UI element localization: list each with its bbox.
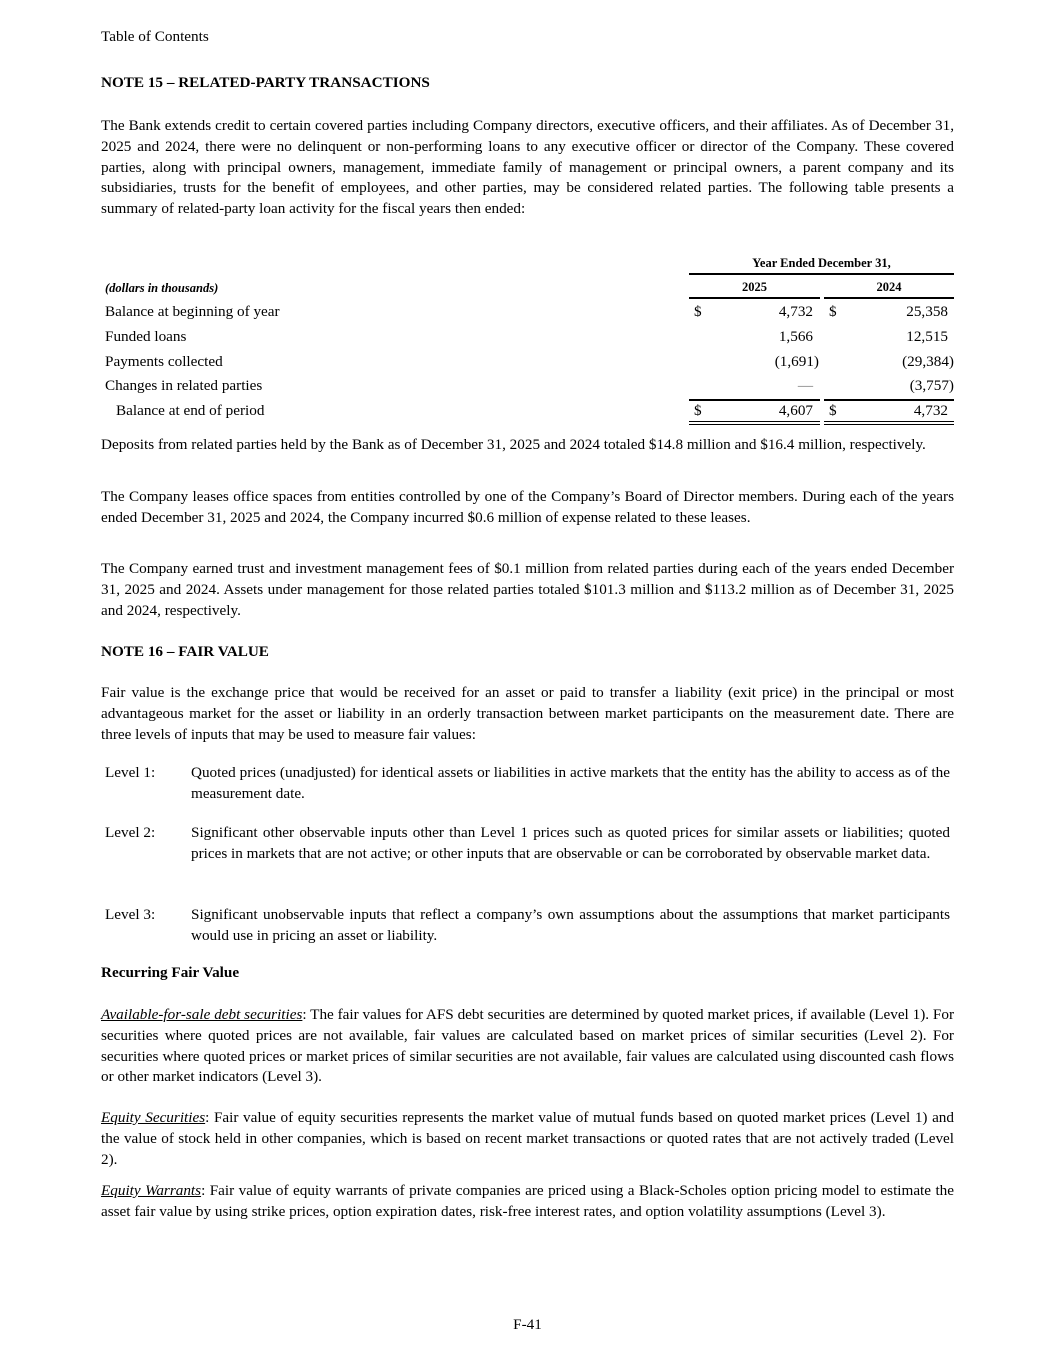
level-description: Quoted prices (unadjusted) for identical assets or liabilities in active markets that the entity has the ability to access as of the measurement date. — [191, 764, 950, 802]
note-15-intro: The Bank extends credit to certain covered parties including Company directors, executive officers, and their affiliates. As of December 31, 2025 and 2024, there were no delinquent or non-performing loans to any executive officer or director of the Company. These covered parties, along with principal owners, management, immediate family of management or principal owners, a parent company and its subsidiaries, trusts for the benefit of employees, and other parties, may be considered related parties. The following table presents a summary of related-party loan activity for the fiscal years then ended: — [101, 117, 954, 218]
row-label: Balance at beginning of year — [105, 303, 280, 320]
total-double-rule — [689, 421, 820, 425]
row-label: Balance at end of period — [116, 402, 265, 419]
units-label: (dollars in thousands) — [105, 281, 219, 295]
level-label: Level 3: — [105, 906, 156, 923]
level-description: Significant other observable inputs other than Level 1 prices such as quoted prices for similar assets or liabilities; quoted prices in markets that are not active; or other inputs that are observable or can be corroborated by observable market data. — [191, 824, 950, 862]
afs-paragraph — [101, 1005, 954, 1088]
afs-text: : The fair values for AFS debt securities are determined by quoted market prices, if available (Level 1). For securities where quoted prices are not available, fair values are calculated based on market prices of similar securities (Level 2). For securities where quoted prices or market prices of similar securities are not available, fair values are calculated using discounted cash flows or other market indicators (Level 3). — [101, 1006, 954, 1086]
currency-symbol: $ — [694, 402, 702, 419]
table-row-total — [101, 399, 954, 423]
table-of-contents-link[interactable]: Table of Contents — [101, 28, 209, 45]
equity-securities-term: Equity Securities — [101, 1109, 206, 1126]
level-label: Level 2: — [105, 824, 156, 841]
currency-symbol: $ — [829, 303, 837, 320]
table-row — [101, 325, 954, 349]
note-16-title: NOTE 16 – FAIR VALUE — [101, 643, 269, 660]
value-2024: 12,515 — [906, 328, 948, 345]
trust-fees-paragraph: The Company earned trust and investment management fees of $0.1 million from related parties during each of the years ended December 31, 2025 and 2024. Assets under management for those related parties totaled $101.3 million and $113.2 million as of December 31, 2025 and 2024, respectively. — [101, 560, 954, 619]
value-2025: (1,691) — [774, 353, 819, 370]
row-label: Payments collected — [105, 353, 223, 370]
recurring-fair-value-heading: Recurring Fair Value — [101, 964, 240, 981]
equity-securities-text: : Fair value of equity securities represents the market value of mutual funds based on quoted market prices (Level 1) and the value of stock held in other companies, which is based on recent market transactions or quoted rates that are not actively traded (Level 2). — [101, 1109, 954, 1168]
currency-symbol: $ — [829, 402, 837, 419]
value-2025: — — [797, 377, 813, 394]
table-row — [101, 350, 954, 374]
column-header-2024: 2024 — [824, 278, 954, 299]
table-row — [101, 300, 954, 324]
value-2025: 1,566 — [778, 328, 813, 345]
currency-symbol: $ — [694, 303, 702, 320]
page-number: F-41 — [513, 1316, 542, 1333]
equity-warrants-paragraph — [101, 1181, 954, 1223]
value-2024: 25,358 — [906, 303, 948, 320]
row-label: Changes in related parties — [105, 377, 263, 394]
deposits-paragraph: Deposits from related parties held by the Bank as of December 31, 2025 and 2024 totaled $14.8 million and $16.4 million, respectively. — [101, 436, 926, 453]
value-2024: (3,757) — [909, 377, 954, 394]
table-row — [101, 374, 954, 398]
value-2025: 4,607 — [778, 402, 813, 419]
equity-warrants-term: Equity Warrants — [101, 1182, 202, 1199]
value-2025: 4,732 — [778, 303, 813, 320]
value-2024: 4,732 — [913, 402, 948, 419]
level-label: Level 1: — [105, 764, 156, 781]
leases-paragraph: The Company leases office spaces from entities controlled by one of the Company’s Board of Director members. During each of the years ended December 31, 2025 and 2024, the Company incurred $0.6 million of expense related to these leases. — [101, 488, 954, 526]
equity-warrants-text: : Fair value of equity warrants of private companies are priced using a Black-Scholes option pricing model to estimate the asset fair value by using strike prices, option expiration dates, risk-free interest rates, and option volatility assumptions (Level 3). — [101, 1182, 954, 1220]
afs-term: Available-for-sale debt securities — [101, 1006, 303, 1023]
row-label: Funded loans — [105, 328, 187, 345]
note-15-title: NOTE 15 – RELATED-PARTY TRANSACTIONS — [101, 74, 430, 91]
value-2024: (29,384) — [902, 353, 954, 370]
total-double-rule — [824, 421, 954, 425]
level-description: Significant unobservable inputs that reflect a company’s own assumptions about the assumptions that market participants would use in pricing an asset or liability. — [191, 906, 950, 944]
equity-securities-paragraph — [101, 1108, 954, 1170]
period-header: Year Ended December 31, — [689, 254, 954, 275]
column-header-2025: 2025 — [689, 278, 820, 299]
note-16-intro: Fair value is the exchange price that would be received for an asset or paid to transfer a liability (exit price) in the principal or most advantageous market for the asset or liability in an orderly transaction between market participants on the measurement date. There are three levels of inputs that may be used to measure fair values: — [101, 684, 954, 743]
